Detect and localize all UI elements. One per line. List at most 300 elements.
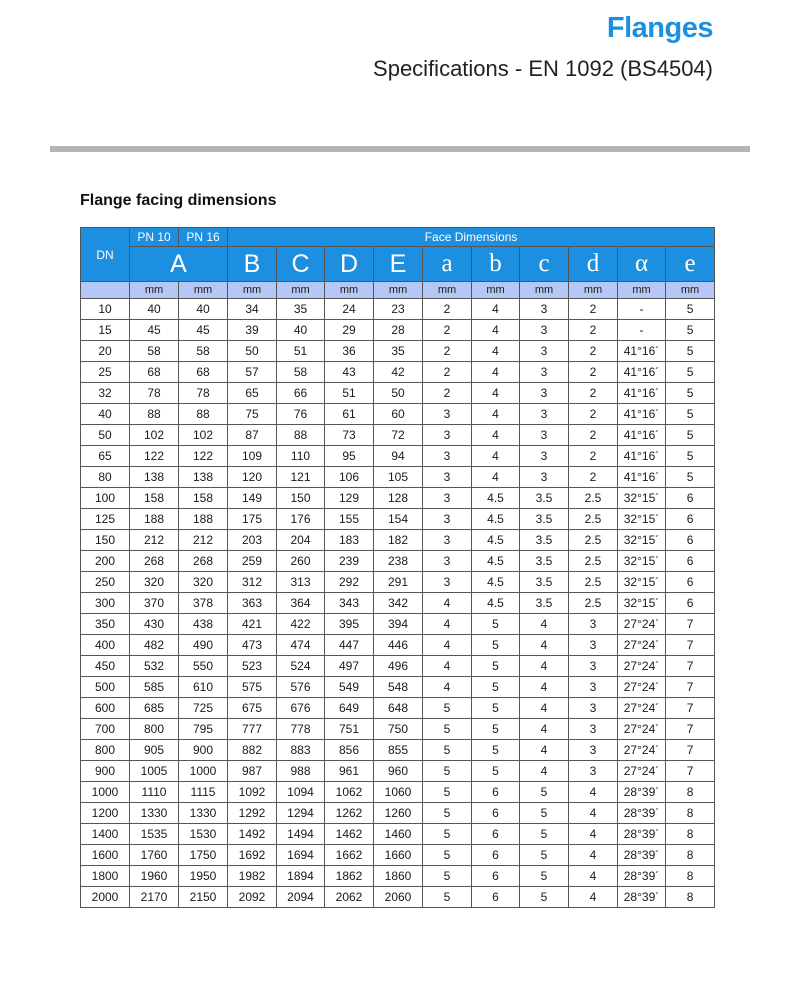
cell-e: 8	[666, 845, 715, 866]
cell-c: 5	[520, 887, 569, 908]
cell-pn10-A: 78	[130, 383, 179, 404]
cell-a: 3	[423, 446, 472, 467]
cell-pn10-A: 1330	[130, 803, 179, 824]
cell-c: 4	[520, 656, 569, 677]
cell-e: 5	[666, 425, 715, 446]
cell-alpha: 32°15´	[618, 572, 666, 593]
cell-d: 2	[569, 425, 618, 446]
cell-c: 3	[520, 299, 569, 320]
cell-dn: 32	[81, 383, 130, 404]
cell-d: 2	[569, 404, 618, 425]
table-row	[81, 845, 715, 866]
cell-c: 3.5	[520, 509, 569, 530]
cell-D: 549	[325, 677, 374, 698]
cell-dn: 65	[81, 446, 130, 467]
cell-C: 883	[277, 740, 325, 761]
cell-d: 2.5	[569, 572, 618, 593]
cell-B: 675	[228, 698, 277, 719]
cell-E: 1060	[374, 782, 423, 803]
cell-c: 4	[520, 614, 569, 635]
cell-C: 1294	[277, 803, 325, 824]
cell-D: 2062	[325, 887, 374, 908]
cell-c: 3	[520, 425, 569, 446]
cell-E: 60	[374, 404, 423, 425]
cell-pn16-A: 378	[179, 593, 228, 614]
cell-alpha: 28°39´	[618, 803, 666, 824]
cell-b: 6	[472, 824, 520, 845]
cell-E: 154	[374, 509, 423, 530]
cell-alpha: 27°24´	[618, 698, 666, 719]
cell-e: 6	[666, 593, 715, 614]
cell-d: 2.5	[569, 530, 618, 551]
cell-pn16-A: 2150	[179, 887, 228, 908]
cell-pn10-A: 102	[130, 425, 179, 446]
col-D-header: D	[325, 247, 374, 282]
cell-D: 51	[325, 383, 374, 404]
cell-pn16-A: 1115	[179, 782, 228, 803]
cell-pn16-A: 138	[179, 467, 228, 488]
cell-D: 43	[325, 362, 374, 383]
unit-label: mm	[618, 282, 666, 299]
page-title: Flanges	[606, 12, 713, 44]
cell-pn16-A: 58	[179, 341, 228, 362]
cell-e: 8	[666, 887, 715, 908]
cell-pn16-A: 188	[179, 509, 228, 530]
cell-c: 3.5	[520, 488, 569, 509]
cell-c: 5	[520, 824, 569, 845]
cell-alpha: 28°39´	[618, 824, 666, 845]
cell-B: 109	[228, 446, 277, 467]
unit-label: mm	[666, 282, 715, 299]
cell-b: 4.5	[472, 530, 520, 551]
cell-B: 523	[228, 656, 277, 677]
cell-E: 2060	[374, 887, 423, 908]
cell-d: 2	[569, 362, 618, 383]
cell-d: 3	[569, 635, 618, 656]
table-row	[81, 320, 715, 341]
table-row	[81, 467, 715, 488]
cell-c: 4	[520, 719, 569, 740]
cell-b: 4.5	[472, 593, 520, 614]
cell-D: 497	[325, 656, 374, 677]
cell-d: 4	[569, 803, 618, 824]
table-row	[81, 593, 715, 614]
col-B-header: B	[228, 247, 277, 282]
cell-dn: 15	[81, 320, 130, 341]
cell-C: 40	[277, 320, 325, 341]
cell-a: 3	[423, 530, 472, 551]
col-b-header: b	[472, 247, 520, 282]
cell-B: 57	[228, 362, 277, 383]
cell-e: 7	[666, 614, 715, 635]
cell-d: 2.5	[569, 488, 618, 509]
cell-dn: 200	[81, 551, 130, 572]
cell-alpha: 32°15´	[618, 593, 666, 614]
cell-alpha: 27°24´	[618, 635, 666, 656]
cell-b: 5	[472, 677, 520, 698]
cell-b: 6	[472, 845, 520, 866]
cell-b: 5	[472, 740, 520, 761]
cell-b: 6	[472, 887, 520, 908]
cell-pn10-A: 1960	[130, 866, 179, 887]
table-row	[81, 404, 715, 425]
cell-dn: 350	[81, 614, 130, 635]
cell-alpha: 41°16´	[618, 446, 666, 467]
cell-C: 35	[277, 299, 325, 320]
cell-C: 121	[277, 467, 325, 488]
cell-E: 548	[374, 677, 423, 698]
cell-pn10-A: 1005	[130, 761, 179, 782]
cell-E: 1660	[374, 845, 423, 866]
cell-C: 110	[277, 446, 325, 467]
cell-D: 1262	[325, 803, 374, 824]
cell-B: 203	[228, 530, 277, 551]
pn16-header: PN 16	[179, 228, 228, 247]
cell-b: 4.5	[472, 488, 520, 509]
cell-e: 5	[666, 467, 715, 488]
cell-B: 50	[228, 341, 277, 362]
cell-pn10-A: 2170	[130, 887, 179, 908]
cell-e: 6	[666, 551, 715, 572]
cell-C: 176	[277, 509, 325, 530]
cell-dn: 2000	[81, 887, 130, 908]
cell-pn10-A: 212	[130, 530, 179, 551]
cell-pn16-A: 158	[179, 488, 228, 509]
cell-a: 5	[423, 698, 472, 719]
cell-a: 5	[423, 761, 472, 782]
cell-a: 5	[423, 887, 472, 908]
cell-dn: 600	[81, 698, 130, 719]
cell-c: 4	[520, 740, 569, 761]
cell-d: 3	[569, 740, 618, 761]
cell-d: 2	[569, 341, 618, 362]
cell-C: 576	[277, 677, 325, 698]
cell-alpha: 32°15´	[618, 509, 666, 530]
cell-c: 4	[520, 698, 569, 719]
cell-e: 5	[666, 320, 715, 341]
cell-e: 5	[666, 299, 715, 320]
cell-E: 750	[374, 719, 423, 740]
cell-pn10-A: 1535	[130, 824, 179, 845]
col-d-header: d	[569, 247, 618, 282]
cell-alpha: 27°24´	[618, 740, 666, 761]
cell-E: 94	[374, 446, 423, 467]
cell-alpha: -	[618, 299, 666, 320]
cell-E: 72	[374, 425, 423, 446]
cell-C: 1694	[277, 845, 325, 866]
cell-pn10-A: 45	[130, 320, 179, 341]
cell-E: 42	[374, 362, 423, 383]
cell-pn16-A: 550	[179, 656, 228, 677]
table-row	[81, 446, 715, 467]
cell-alpha: 41°16´	[618, 425, 666, 446]
cell-a: 4	[423, 593, 472, 614]
unit-label: mm	[520, 282, 569, 299]
cell-B: 363	[228, 593, 277, 614]
cell-dn: 800	[81, 740, 130, 761]
cell-B: 149	[228, 488, 277, 509]
cell-E: 1460	[374, 824, 423, 845]
cell-C: 76	[277, 404, 325, 425]
cell-C: 524	[277, 656, 325, 677]
cell-alpha: 27°24´	[618, 677, 666, 698]
cell-c: 3	[520, 446, 569, 467]
cell-E: 648	[374, 698, 423, 719]
cell-a: 3	[423, 572, 472, 593]
cell-D: 36	[325, 341, 374, 362]
cell-E: 182	[374, 530, 423, 551]
cell-c: 3.5	[520, 593, 569, 614]
cell-d: 3	[569, 761, 618, 782]
cell-pn10-A: 268	[130, 551, 179, 572]
cell-a: 2	[423, 362, 472, 383]
cell-dn: 1400	[81, 824, 130, 845]
cell-C: 204	[277, 530, 325, 551]
cell-B: 312	[228, 572, 277, 593]
cell-e: 5	[666, 446, 715, 467]
cell-e: 7	[666, 677, 715, 698]
cell-alpha: 27°24´	[618, 761, 666, 782]
cell-D: 106	[325, 467, 374, 488]
unit-label: mm	[228, 282, 277, 299]
cell-E: 496	[374, 656, 423, 677]
cell-dn: 500	[81, 677, 130, 698]
cell-E: 23	[374, 299, 423, 320]
face-dimensions-header: Face Dimensions	[228, 228, 715, 247]
cell-d: 3	[569, 719, 618, 740]
cell-E: 446	[374, 635, 423, 656]
cell-b: 6	[472, 803, 520, 824]
cell-C: 676	[277, 698, 325, 719]
table-row	[81, 824, 715, 845]
page-subtitle: Specifications - EN 1092 (BS4504)	[373, 56, 713, 81]
cell-pn16-A: 320	[179, 572, 228, 593]
cell-pn16-A: 438	[179, 614, 228, 635]
cell-B: 421	[228, 614, 277, 635]
cell-pn16-A: 268	[179, 551, 228, 572]
table-row	[81, 656, 715, 677]
cell-E: 105	[374, 467, 423, 488]
cell-dn: 50	[81, 425, 130, 446]
table-row	[81, 362, 715, 383]
cell-pn10-A: 320	[130, 572, 179, 593]
cell-d: 2.5	[569, 509, 618, 530]
cell-c: 4	[520, 635, 569, 656]
cell-e: 5	[666, 383, 715, 404]
cell-B: 987	[228, 761, 277, 782]
cell-C: 2094	[277, 887, 325, 908]
cell-pn16-A: 1330	[179, 803, 228, 824]
cell-pn10-A: 905	[130, 740, 179, 761]
cell-pn16-A: 795	[179, 719, 228, 740]
cell-E: 128	[374, 488, 423, 509]
cell-b: 4.5	[472, 509, 520, 530]
cell-pn16-A: 725	[179, 698, 228, 719]
cell-e: 5	[666, 362, 715, 383]
cell-E: 35	[374, 341, 423, 362]
cell-d: 4	[569, 782, 618, 803]
cell-e: 6	[666, 509, 715, 530]
table-row	[81, 719, 715, 740]
cell-dn: 450	[81, 656, 130, 677]
cell-dn: 125	[81, 509, 130, 530]
cell-d: 3	[569, 614, 618, 635]
cell-alpha: 27°24´	[618, 614, 666, 635]
cell-a: 5	[423, 866, 472, 887]
cell-b: 6	[472, 866, 520, 887]
cell-pn10-A: 482	[130, 635, 179, 656]
cell-C: 988	[277, 761, 325, 782]
cell-a: 4	[423, 656, 472, 677]
cell-E: 960	[374, 761, 423, 782]
cell-pn10-A: 68	[130, 362, 179, 383]
cell-c: 3.5	[520, 530, 569, 551]
cell-pn10-A: 532	[130, 656, 179, 677]
cell-dn: 1600	[81, 845, 130, 866]
cell-dn: 20	[81, 341, 130, 362]
cell-d: 3	[569, 677, 618, 698]
cell-a: 5	[423, 845, 472, 866]
cell-dn: 400	[81, 635, 130, 656]
cell-dn: 150	[81, 530, 130, 551]
cell-C: 150	[277, 488, 325, 509]
col-a-header: a	[423, 247, 472, 282]
cell-c: 5	[520, 866, 569, 887]
cell-B: 1092	[228, 782, 277, 803]
cell-c: 4	[520, 761, 569, 782]
cell-C: 1494	[277, 824, 325, 845]
cell-alpha: 28°39´	[618, 887, 666, 908]
cell-C: 474	[277, 635, 325, 656]
cell-dn: 10	[81, 299, 130, 320]
cell-d: 4	[569, 824, 618, 845]
cell-e: 8	[666, 803, 715, 824]
cell-B: 1692	[228, 845, 277, 866]
cell-b: 5	[472, 656, 520, 677]
cell-D: 961	[325, 761, 374, 782]
cell-pn10-A: 585	[130, 677, 179, 698]
cell-D: 1462	[325, 824, 374, 845]
cell-D: 856	[325, 740, 374, 761]
cell-a: 3	[423, 467, 472, 488]
cell-a: 2	[423, 341, 472, 362]
cell-e: 6	[666, 572, 715, 593]
cell-B: 2092	[228, 887, 277, 908]
cell-d: 4	[569, 866, 618, 887]
cell-pn10-A: 158	[130, 488, 179, 509]
cell-a: 5	[423, 803, 472, 824]
cell-B: 34	[228, 299, 277, 320]
unit-label: mm	[277, 282, 325, 299]
cell-c: 3	[520, 362, 569, 383]
cell-pn10-A: 1760	[130, 845, 179, 866]
cell-a: 2	[423, 299, 472, 320]
cell-pn10-A: 1110	[130, 782, 179, 803]
cell-D: 155	[325, 509, 374, 530]
cell-pn16-A: 1750	[179, 845, 228, 866]
cell-D: 29	[325, 320, 374, 341]
cell-C: 778	[277, 719, 325, 740]
cell-a: 5	[423, 782, 472, 803]
section-title: Flange facing dimensions	[80, 192, 277, 209]
cell-alpha: 41°16´	[618, 362, 666, 383]
cell-e: 7	[666, 761, 715, 782]
cell-b: 5	[472, 719, 520, 740]
cell-B: 882	[228, 740, 277, 761]
cell-pn10-A: 685	[130, 698, 179, 719]
cell-e: 7	[666, 719, 715, 740]
cell-E: 238	[374, 551, 423, 572]
cell-D: 751	[325, 719, 374, 740]
unit-label: mm	[374, 282, 423, 299]
table-row	[81, 782, 715, 803]
cell-C: 88	[277, 425, 325, 446]
cell-a: 3	[423, 551, 472, 572]
cell-alpha: 32°15´	[618, 488, 666, 509]
cell-e: 8	[666, 782, 715, 803]
cell-dn: 300	[81, 593, 130, 614]
cell-b: 4	[472, 404, 520, 425]
cell-e: 7	[666, 656, 715, 677]
cell-d: 3	[569, 698, 618, 719]
cell-d: 3	[569, 656, 618, 677]
unit-label: mm	[569, 282, 618, 299]
cell-D: 447	[325, 635, 374, 656]
cell-B: 87	[228, 425, 277, 446]
cell-pn16-A: 212	[179, 530, 228, 551]
cell-dn: 1200	[81, 803, 130, 824]
cell-alpha: 32°15´	[618, 530, 666, 551]
cell-C: 422	[277, 614, 325, 635]
table-row	[81, 677, 715, 698]
cell-a: 2	[423, 320, 472, 341]
table-row	[81, 887, 715, 908]
cell-D: 1062	[325, 782, 374, 803]
table-row	[81, 866, 715, 887]
cell-d: 2	[569, 467, 618, 488]
cell-b: 4	[472, 320, 520, 341]
cell-d: 2	[569, 320, 618, 341]
cell-dn: 1800	[81, 866, 130, 887]
cell-pn16-A: 122	[179, 446, 228, 467]
cell-B: 120	[228, 467, 277, 488]
cell-pn10-A: 800	[130, 719, 179, 740]
cell-b: 4	[472, 467, 520, 488]
cell-alpha: 41°16´	[618, 404, 666, 425]
cell-b: 4	[472, 341, 520, 362]
cell-b: 4	[472, 362, 520, 383]
cell-pn16-A: 40	[179, 299, 228, 320]
cell-pn10-A: 188	[130, 509, 179, 530]
table-row	[81, 341, 715, 362]
cell-D: 1862	[325, 866, 374, 887]
table-row	[81, 299, 715, 320]
cell-C: 51	[277, 341, 325, 362]
cell-dn: 250	[81, 572, 130, 593]
cell-pn16-A: 1530	[179, 824, 228, 845]
cell-C: 364	[277, 593, 325, 614]
cell-dn: 900	[81, 761, 130, 782]
cell-dn: 40	[81, 404, 130, 425]
cell-E: 1260	[374, 803, 423, 824]
cell-D: 239	[325, 551, 374, 572]
cell-e: 6	[666, 530, 715, 551]
cell-pn10-A: 58	[130, 341, 179, 362]
cell-b: 5	[472, 635, 520, 656]
cell-pn10-A: 430	[130, 614, 179, 635]
cell-E: 28	[374, 320, 423, 341]
cell-B: 1982	[228, 866, 277, 887]
